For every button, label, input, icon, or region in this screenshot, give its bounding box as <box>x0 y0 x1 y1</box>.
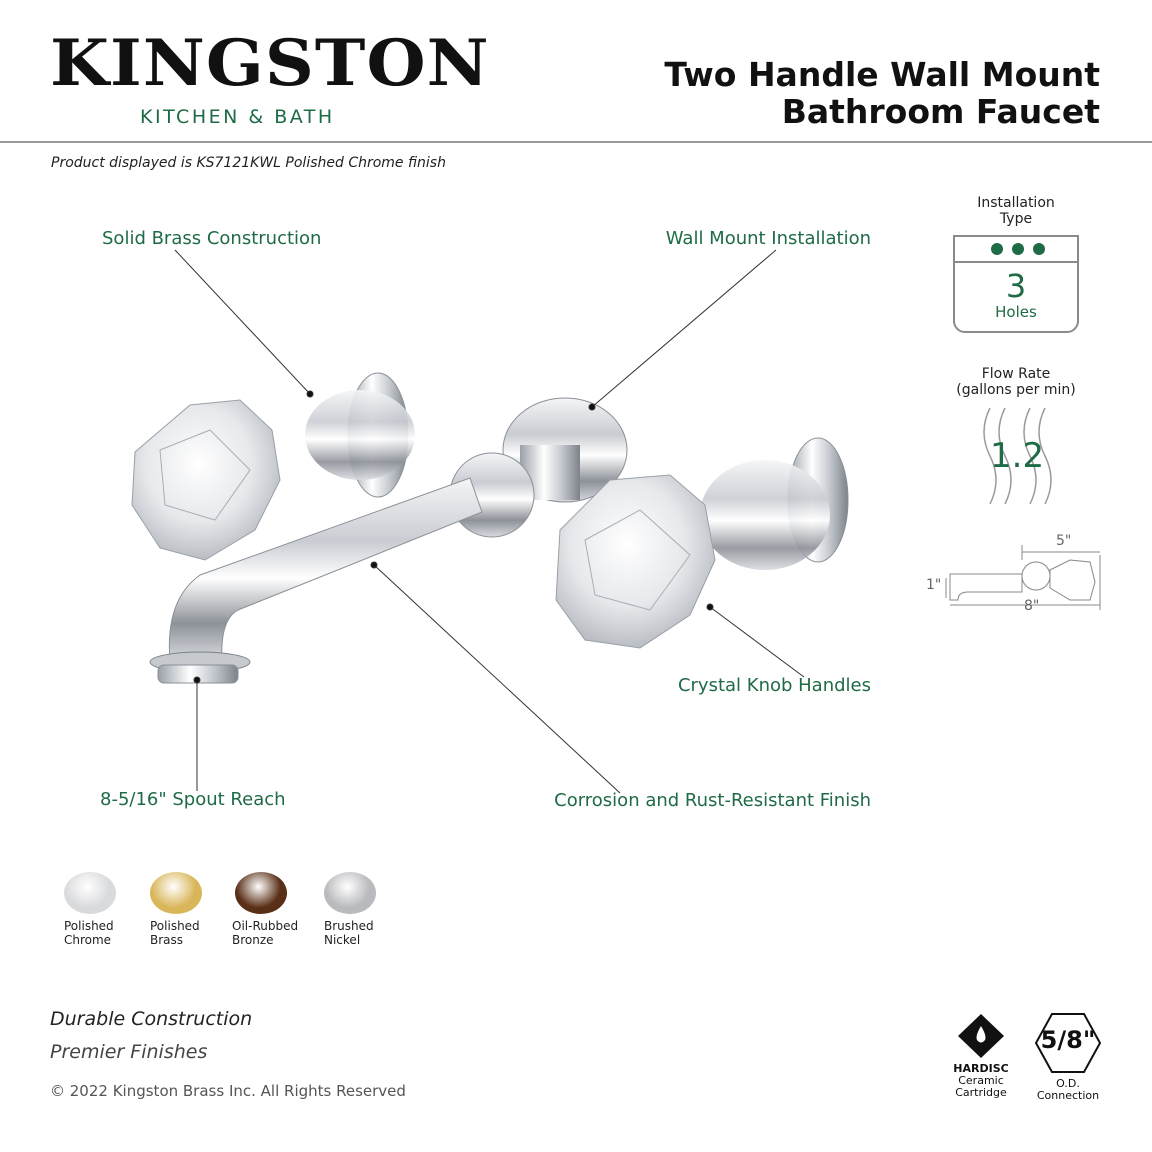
installation-unit: Holes <box>995 303 1037 321</box>
flow-label <box>946 366 1086 398</box>
leader-solid-brass <box>175 250 310 394</box>
finish-label-line2: Brass <box>150 933 184 947</box>
finish-swatch <box>150 872 202 914</box>
connection-fraction: 5/8" <box>1040 1026 1096 1054</box>
finish-label <box>64 919 116 947</box>
finish-label-line2: Nickel <box>324 933 361 947</box>
callout-solid-brass: Solid Brass Construction <box>102 228 322 249</box>
finish-label <box>232 919 298 947</box>
finish-label <box>324 919 376 947</box>
finish-swatch <box>324 872 376 914</box>
dimension-bottom: 8" <box>1024 598 1040 614</box>
title-line-2: Bathroom Faucet <box>781 92 1100 131</box>
left-crystal-knob <box>132 400 280 560</box>
leader-crystal-knob <box>710 607 804 677</box>
finish-brushed-nickel <box>324 872 376 947</box>
installation-holes-icon <box>953 235 1079 333</box>
finish-label-line1: Polished <box>64 919 114 933</box>
brand-logo: KINGSTON <box>50 26 490 101</box>
callout-spout-reach: 8-5/16" Spout Reach <box>100 789 286 810</box>
finish-label-line2: Bronze <box>232 933 274 947</box>
callout-corrosion: Corrosion and Rust-Resistant Finish <box>554 790 871 811</box>
hardisc-line2: Cartridge <box>955 1086 1007 1099</box>
title-line-1: Two Handle Wall Mount <box>664 55 1100 94</box>
hole-dot <box>1033 243 1045 255</box>
finish-oil-rubbed-bronze <box>232 872 299 947</box>
callout-wall-mount: Wall Mount Installation <box>665 228 871 249</box>
hardisc-badge <box>946 1012 1016 1099</box>
callout-crystal-knob: Crystal Knob Handles <box>677 675 871 696</box>
dimension-left: 1" <box>926 577 942 593</box>
hardisc-logo: HARDISC <box>953 1062 1009 1075</box>
finish-label-line1: Brushed <box>324 919 374 933</box>
finish-swatch <box>64 872 116 914</box>
display-note: Product displayed is KS7121KWL Polished Chrome finish <box>51 155 446 171</box>
finish-label-line1: Polished <box>150 919 200 933</box>
finish-label-line1: Oil-Rubbed <box>232 919 299 933</box>
copyright: © 2022 Kingston Brass Inc. All Rights Reserved <box>50 1082 406 1100</box>
flow-value: 1.2 <box>990 436 1045 476</box>
hardisc-diamond-icon <box>946 1012 1016 1060</box>
flow-label-line1: Flow Rate <box>981 366 1051 382</box>
footer-durable: Durable Construction <box>50 1008 253 1030</box>
brand-subtitle: KITCHEN & BATH <box>140 106 335 128</box>
connection-line2: Connection <box>1036 1089 1100 1102</box>
footer-premier: Premier Finishes <box>50 1041 208 1063</box>
hole-dot <box>991 243 1003 255</box>
finish-label <box>150 919 202 947</box>
hardisc-line1: Ceramic <box>958 1074 1004 1087</box>
finish-swatch <box>235 872 287 914</box>
finish-polished-chrome <box>64 872 116 947</box>
connection-badge <box>1032 1012 1104 1102</box>
dimension-top: 5" <box>1056 533 1072 549</box>
finish-polished-brass <box>150 872 202 947</box>
installation-value: 3 <box>1005 267 1027 305</box>
connection-line1: O.D. <box>1056 1077 1080 1090</box>
finish-label-line2: Chrome <box>64 933 112 947</box>
flow-label-line2: (gallons per min) <box>956 382 1076 398</box>
installation-label-line2: Type <box>999 211 1033 227</box>
hole-dot <box>1012 243 1024 255</box>
installation-label-line1: Installation <box>977 195 1055 211</box>
dimension-sketch <box>946 545 1100 610</box>
leader-wall-mount <box>592 250 776 407</box>
installation-label <box>956 195 1076 227</box>
